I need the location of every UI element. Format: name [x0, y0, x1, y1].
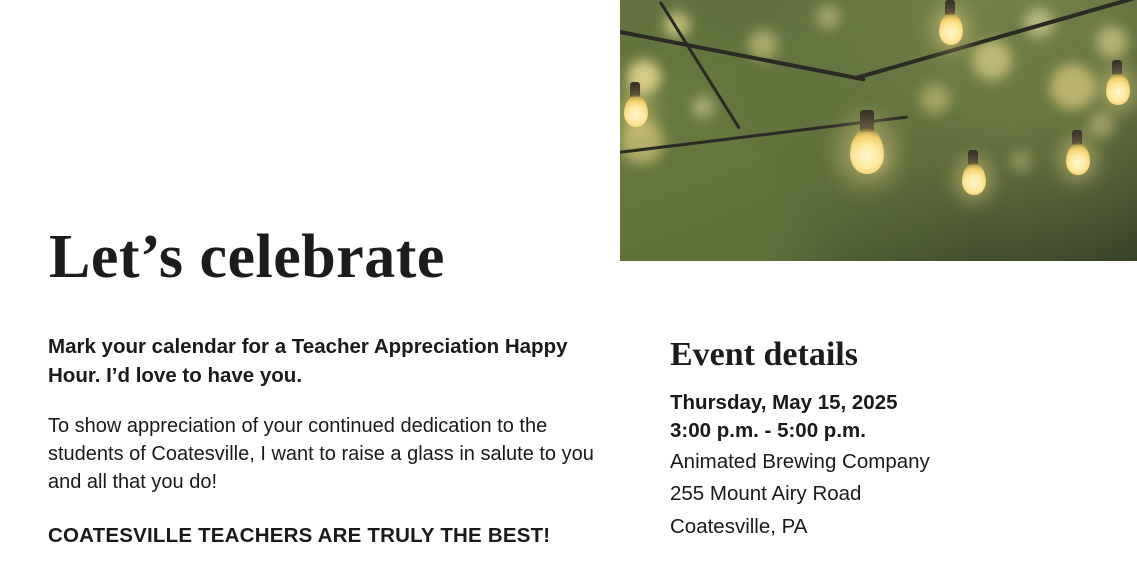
hero-image — [620, 0, 1137, 261]
invitation-lede: Mark your calendar for a Teacher Appreciation Happy Hour. I’d love to have you. — [48, 335, 568, 387]
bokeh-dot — [920, 84, 950, 114]
bokeh-dot — [1088, 112, 1114, 138]
page-title: Let’s celebrate — [49, 222, 445, 291]
event-details-title: Event details — [670, 336, 858, 373]
bulb-glass — [1106, 73, 1130, 105]
bulb-glass — [850, 128, 884, 174]
bulb-glass — [939, 13, 963, 45]
hero-background — [620, 0, 1137, 261]
event-city-state: Coatesville, PA — [670, 515, 808, 539]
event-venue: Animated Brewing Company — [670, 449, 930, 473]
bulb-glass — [1066, 143, 1090, 175]
bokeh-dot — [692, 96, 714, 118]
bokeh-dot — [972, 40, 1012, 80]
invitation-shoutout: COATESVILLE TEACHERS ARE TRULY THE BEST! — [48, 524, 551, 548]
event-details — [670, 336, 1100, 544]
invitation-paragraph: To show appreciation of your continued dedication to the students of Coatesville, I want to raise a glass in salute to you and all that you do! — [48, 415, 594, 494]
bokeh-dot — [816, 5, 840, 29]
bulb-glass — [962, 163, 986, 195]
bulb-glass — [624, 95, 648, 127]
bokeh-dot — [1010, 150, 1032, 172]
bokeh-dot — [620, 120, 664, 164]
invitation-body — [48, 333, 608, 552]
event-date: Thursday, May 15, 2025 — [670, 391, 898, 415]
event-street: 255 Mount Airy Road — [670, 482, 862, 506]
bokeh-dot — [1050, 64, 1096, 110]
bokeh-dot — [1096, 26, 1128, 58]
event-time: 3:00 p.m. - 5:00 p.m. — [670, 419, 866, 443]
